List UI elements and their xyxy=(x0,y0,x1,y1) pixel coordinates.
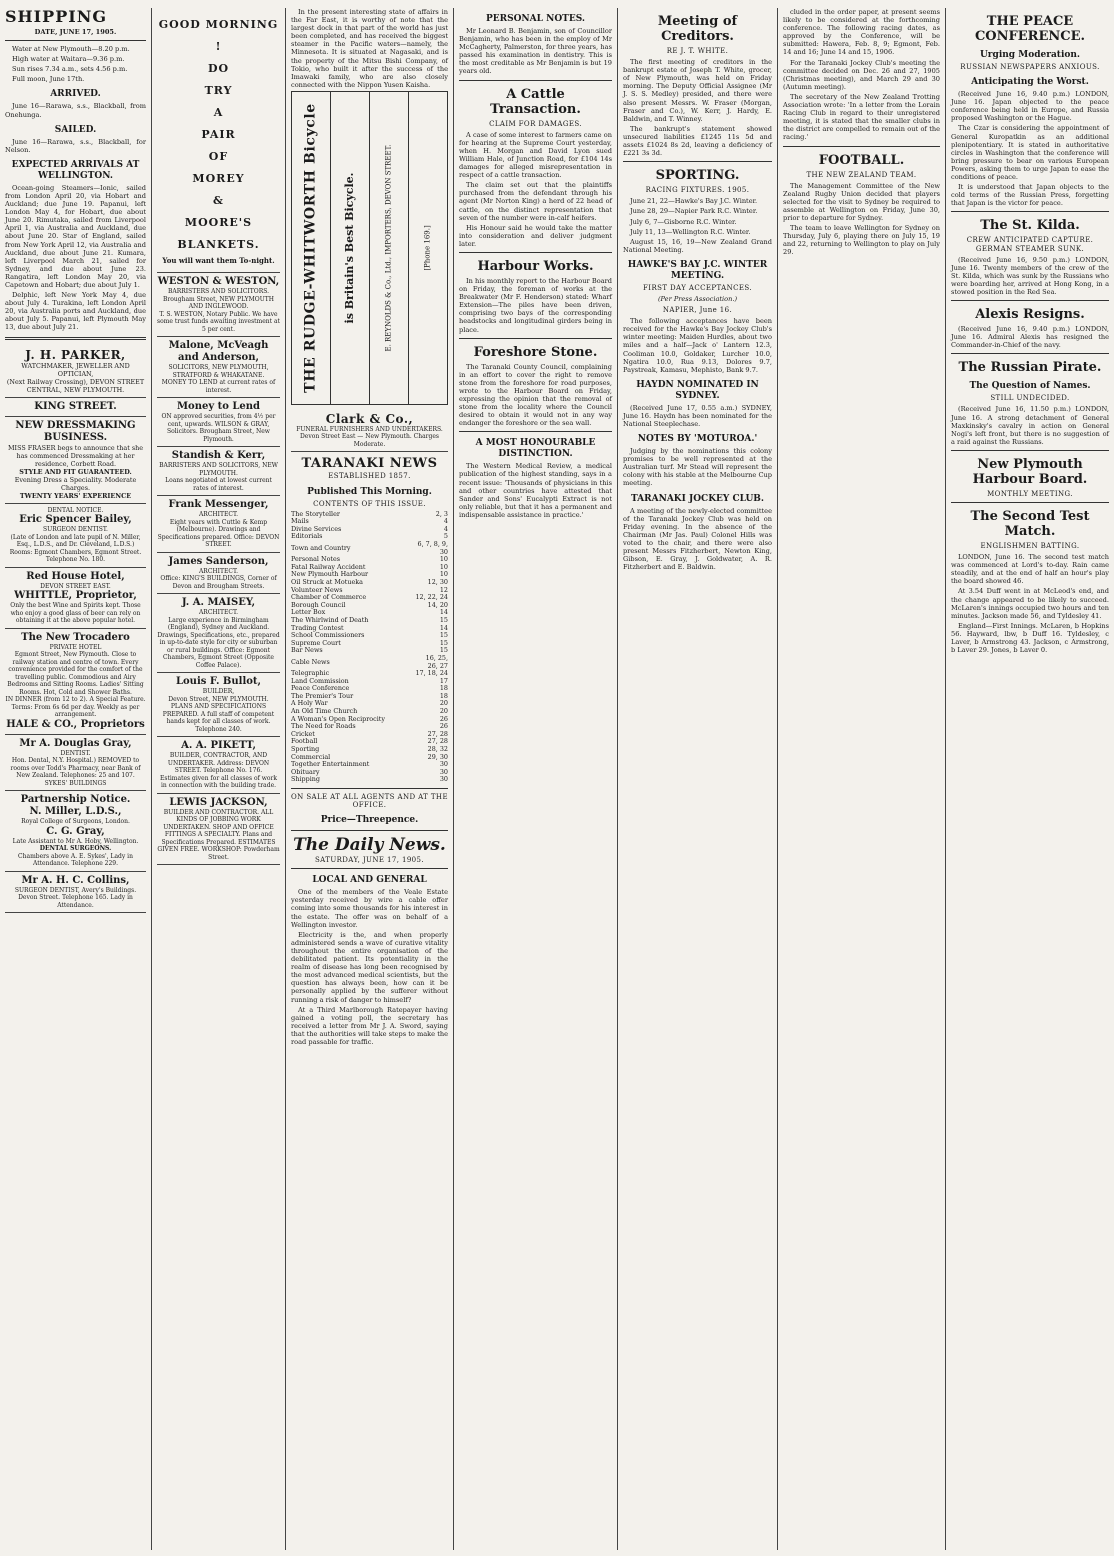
gray-text: Hon. Dental, N.Y. Hospital.) REMOVED to rooms over Todd's Pharmacy, near Bank of New Zealand. Telephones: 25 and 107. SYKES' BUILDINGS xyxy=(10,757,141,787)
standish-name: Standish & Kerr, xyxy=(171,450,266,461)
football-paragraph: The Management Committee of the New Zealand Rugby Union decided that players selected for the visit to Sydney be required to assemble at Wellington on Friday, June 30, prior to departure for Sydney. xyxy=(783,181,940,222)
contents-page: 30 xyxy=(439,775,448,784)
contents-page: 30 xyxy=(439,760,448,769)
malone-ad xyxy=(157,337,280,398)
tide-list xyxy=(5,45,146,83)
contents-page: 12 xyxy=(439,585,448,594)
contents-item: Town and Country xyxy=(291,543,351,552)
money-lend-line: MONEY TO LEND at current rates of interest. xyxy=(161,379,276,394)
malone-name: Malone, McVeagh and Anderson, xyxy=(168,340,269,363)
published-line: Published This Morning. xyxy=(307,486,432,497)
question-names-heading: The Question of Names. xyxy=(969,381,1091,392)
local-paragraph: Electricity is the, and when properly administered sends a wave of curative vitality throughout the entire organisation of the debilitated patient. Its potentiality in the realm of disease has long been recognised by the most advanced medical scientists, but the question has always been, how can it be personally applied by the sufferer without running a risk of danger to himself? xyxy=(291,930,448,1004)
contents-page: 17 xyxy=(439,676,448,685)
sanderson-text: Office: KING'S BUILDINGS, Corner of Devon and Brougham Streets. xyxy=(160,575,277,590)
distinction-heading: A MOST HONOURABLE DISTINCTION. xyxy=(475,438,596,460)
foreshore-text: The Taranaki County Council, complaining in an effort to cover the right to remove stone from the foreshore for road purposes, wrote to the Harbour Board on Friday, expressing the opinion that the removal of stone from the locality where the Council desired to obtain it would not in any way endanger the foreshore or the sea wall. xyxy=(459,362,612,428)
on-sale-line: ON SALE AT ALL AGENTS AND AT THE OFFICE. xyxy=(291,793,448,810)
collins-text: SURGEON DENTIST, Avery's Buildings. Devon Street. Telephone 165. Lady in Attendance. xyxy=(14,886,137,909)
still-undecided: STILL UNDECIDED. xyxy=(990,394,1070,403)
harbour-heading: Harbour Works. xyxy=(477,258,594,274)
dressmaking-extra: Evening Dress a Speciality. Moderate Charges. xyxy=(14,475,137,492)
anticipating-heading: Anticipating the Worst. xyxy=(971,77,1089,88)
maisey-name: J. A. MAISEY, xyxy=(181,597,256,608)
arrived-heading: ARRIVED. xyxy=(50,89,101,100)
contents-page: 16, 25, 26, 27 xyxy=(425,653,448,670)
contents-page: 5 xyxy=(443,532,448,541)
maisey-text: Large experience in Birmingham (England), Sydney and Auckland. Drawings, Specifications, etc., prepared in up-to-date style for city or suburban or rural buildings. Office: Egmont Chambers, Egmont Street (Opposite Coffee Palace). xyxy=(157,616,280,669)
messenger-title: ARCHITECT. xyxy=(198,511,239,518)
contents-item: A Holy War xyxy=(291,699,328,708)
money-heading: Money to Lend xyxy=(176,401,261,412)
contents-page: 20 xyxy=(439,707,448,716)
contents-item: Commercial xyxy=(291,752,331,761)
blankets-sub: You will want them To-night. xyxy=(162,256,275,265)
sanderson-name: James Sanderson, xyxy=(168,555,269,567)
urging-heading: Urging Moderation. xyxy=(979,50,1081,60)
contents-item: A Woman's Open Reciprocity xyxy=(291,714,385,723)
contents-heading: CONTENTS OF THIS ISSUE. xyxy=(313,499,426,508)
contents-page: 10 xyxy=(439,562,448,571)
tide-line: Sun rises 7.34 a.m., sets 4.56 p.m. xyxy=(12,65,128,74)
blankets-line: DO xyxy=(207,62,230,75)
contents-item: Trading Contest xyxy=(291,623,344,632)
contents-page: 4 xyxy=(443,517,448,526)
blankets-line: BLANKETS. xyxy=(177,238,260,251)
fixture-line: June 21, 22—Hawke's Bay J.C. Winter. xyxy=(630,197,758,206)
jockey-club-heading: TARANAKI JOCKEY CLUB. xyxy=(630,493,765,504)
contents-item: Shipping xyxy=(291,775,320,784)
contents-page: 15 xyxy=(439,631,448,640)
column-cable xyxy=(946,8,1114,1550)
blankets-ad xyxy=(157,8,280,273)
clark-ad xyxy=(291,409,448,453)
contents-page: 15 xyxy=(439,615,448,624)
red-house-address: DEVON STREET EAST. xyxy=(40,582,111,590)
sanderson-title: ARCHITECT. xyxy=(198,567,239,575)
blankets-line: A xyxy=(213,106,224,119)
contents-item: Sporting xyxy=(291,745,320,754)
contents-item: The Need for Roads xyxy=(291,722,356,731)
cattle-heading: A Cattle Transaction. xyxy=(490,86,581,117)
nz-team-heading: THE NEW ZEALAND TEAM. xyxy=(806,170,917,179)
gray2-name: C. G. Gray, xyxy=(46,825,105,837)
creditors-sub: RE J. T. WHITE. xyxy=(666,47,729,55)
partnership-heading: Partnership Notice. xyxy=(20,794,131,806)
haydn-text: (Received June 17, 0.55 a.m.) SYDNEY, June 16. Haydn has been nominated for the National Steeplechase. xyxy=(623,403,772,428)
arrived-text: June 16—Rarawa, s.s., Blackball, from Onehunga. xyxy=(5,102,146,119)
weston-name: WESTON & WESTON, xyxy=(157,276,280,287)
clark-name: Clark & Co., xyxy=(325,411,414,426)
contents-page: 29, 30 xyxy=(427,752,448,761)
peace-heading: THE PEACE CONFERENCE. xyxy=(974,14,1086,44)
hawkes-bay-heading: HAWKE'S BAY J.C. WINTER MEETING. xyxy=(627,259,768,281)
fixture-line: July 6, 7—Gisborne R.C. Winter. xyxy=(630,217,737,226)
dental-notice: DENTAL NOTICE. xyxy=(47,506,104,514)
bailey-rooms: Rooms: Egmont Chambers, Egmont Street. Telephone No. 180. xyxy=(9,548,142,564)
contents-item: School Commissioners xyxy=(291,631,365,640)
contents-item: Fatal Railway Accident xyxy=(291,562,366,571)
malone-text: SOLICITORS, NEW PLYMOUTH, STRATFORD & WHAKATANE. xyxy=(168,364,269,379)
moturoa-heading: NOTES BY 'MOTUROA.' xyxy=(637,434,758,445)
contents-item: Editorials xyxy=(291,532,323,541)
contents-item: Supreme Court xyxy=(291,638,341,647)
contents-page: 26 xyxy=(439,714,448,723)
contents-page: 27, 28 xyxy=(427,729,448,738)
contents-item: Obituary xyxy=(291,767,320,776)
blankets-line: GOOD MORNING ! xyxy=(158,18,279,53)
tide-line: Full moon, June 17th. xyxy=(12,75,85,84)
miller-text: Royal College of Surgeons, London. xyxy=(21,818,130,826)
jackson-ad xyxy=(157,794,280,866)
contents-page: 10 xyxy=(439,555,448,564)
contents-item: The Whirlwind of Death xyxy=(291,615,369,624)
contents-item: Cricket xyxy=(291,729,315,738)
trotting-text: The secretary of the New Zealand Trotting Association wrote: 'In a letter from the Lorain Racing Club in regard to their unregistered meeting, it is stated that the smaller clubs in the district are compelled to remain out of the racing.' xyxy=(783,92,940,142)
expected-arrivals-text-2: Delphic, left New York May 4, due about July 4. Turakina, left London April 20, via Australia ports and Auckland, due about July 5. Papanui, left Plymouth May 13, due about July 21. xyxy=(5,291,146,332)
parker-name: J. H. PARKER, xyxy=(25,347,126,362)
local-general-heading: LOCAL AND GENERAL xyxy=(312,875,427,886)
dressmaking-experience: TWENTY YEARS' EXPERIENCE xyxy=(19,491,132,500)
taranaki-meeting-text: For the Taranaki Jockey Club's meeting the committee decided on Dec. 26 and 27, 1905 (Christmas meeting), and March 29 and 30 (Autumn meeting). xyxy=(783,58,940,91)
dock-article: In the present interesting state of affairs in the Far East, it is worthy of note that the largest dock in that part of the world has just been completed, and has received the biggest steamer in the Pacific waters—namely, the Minnesota. It is situated at Nagasaki, and is the property of the Mitsu Bishi Company, of Tokio, who built it after the success of the Imawaki family, who are also closely connected with the Nippon Yusen Kaisha. xyxy=(291,8,448,89)
cattle-sub: CLAIM FOR DAMAGES. xyxy=(489,119,582,128)
bicycle-slogan: is Britain's Best Bicycle. xyxy=(343,172,356,324)
bicycle-importer: E. REYNOLDS & Co., Ltd., IMPORTERS, DEVON STREET. xyxy=(384,144,393,352)
contents-item: New Plymouth Harbour xyxy=(291,570,369,579)
test-text-2: At 3.54 Duff went in at McLeod's end, and the change appeared to be likely to succeed. McLaren's innings occupied two hours and ten minutes. Jackson made 56, and Tyldesley 41. xyxy=(951,587,1109,620)
contents-item: Telegraphic xyxy=(291,669,330,678)
football-paragraph: The team to leave Wellington for Sydney on Thursday, July 6, playing there on July 15, 19 and 22, returning to Wellington to play on July 29. xyxy=(783,224,940,257)
contents-table xyxy=(291,511,448,784)
contents-row xyxy=(291,655,448,670)
column-ads xyxy=(152,8,286,1550)
partnership-ad xyxy=(5,791,146,872)
contents-item: Divine Services xyxy=(291,524,342,533)
whittle-text: Only the best Wine and Spirits kept. Those who enjoy a good glass of beer can rely on obtaining it at the above popular hotel. xyxy=(10,602,141,625)
weston-ad xyxy=(157,273,280,337)
messenger-ad xyxy=(157,496,280,553)
test-text: LONDON, June 16. The second test match was commenced at Lord's to-day. Rain came steadily, and at the end of half an hour's play the board showed 46. xyxy=(951,553,1109,586)
standish-text: BARRISTERS AND SOLICITORS, NEW PLYMOUTH. xyxy=(159,462,278,477)
harbour-text: In his monthly report to the Harbour Board on Friday, the foreman of works at the Breakwater (Mr F. Henderson) stated: Wharf Extension—The piles have been driven, comprising two bays of the corresponding headstocks and longitudinal girders being in place. xyxy=(459,276,612,334)
contents-page: 27, 28 xyxy=(427,737,448,746)
gray-ad xyxy=(5,735,146,792)
column-shipping xyxy=(0,8,152,1550)
sporting-heading: SPORTING. xyxy=(655,168,740,184)
column-news xyxy=(454,8,618,1550)
gray-name: Mr A. Douglas Gray, xyxy=(19,737,132,749)
blankets-line: MOREY xyxy=(192,172,245,185)
creditors-paragraph: The bankrupt's statement showed unsecured liabilities £1245 11s 5d and assets £1024 8s 2d, leaving a deficiency of £221 3s 3d. xyxy=(623,124,772,158)
bailey-text: (Late of London and late pupil of N. Miller, Esq., L.D.S., and Dr. Cleveland, L.D.S.) xyxy=(10,533,141,549)
masthead-title: TARANAKI NEWS xyxy=(301,456,438,472)
pikett-name: A. A. PIKETT, xyxy=(181,740,256,751)
contents-item: Personal Notes xyxy=(291,555,341,564)
miller-name: N. Miller, L.D.S., xyxy=(29,806,122,818)
monthly-meeting: MONTHLY MEETING. xyxy=(987,489,1073,498)
contents-page: 6, 7, 8, 9, 30 xyxy=(417,540,448,556)
chambers-text: Chambers above A. E. Sykes', Lady in Attendance. Telephone 229. xyxy=(18,852,133,868)
distinction-text: The Western Medical Review, a medical publication of the highest standing, says in a recent issue: 'Thousands of physicians in this and other countries have attested that Sander and Sons' Eucalypti Extract is not only reliable, but that it has a permanent and indispensable assistance in practice.' xyxy=(459,462,612,519)
contents-page: 30 xyxy=(439,767,448,776)
dressmaking-text: MISS FRASER begs to announce that she has commenced Dressmaking at her residence, Corbett Road. xyxy=(8,443,143,468)
jockey-club-text: A meeting of the newly-elected committee of the Taranaki Jockey Club was held on Friday evening. In the absence of the Chairman (Mr Jas. Paul) Colonel Hills was voted to the chair, and there were also present Messrs Fitzherbert, Newton King, Gibson, E. Gray, J. Goldwater, A. R. Fitzherbert and E. Baldwin. xyxy=(623,506,772,572)
russian-pirate-heading: The Russian Pirate. xyxy=(958,360,1102,376)
trocadero-name: The New Trocadero xyxy=(21,631,130,643)
blankets-line: & xyxy=(213,194,224,207)
pikett-ad xyxy=(157,737,280,794)
contents-item: Volunteer News xyxy=(291,585,343,594)
contents-item: Mails xyxy=(291,517,309,526)
fixture-line: July 11, 13—Wellington R.C. Winter. xyxy=(630,227,751,236)
moturoa-text: Judging by the nominations this colony promises to be well represented at the Australian turf. Mr Stead will represent the colony with his stable at the Melbourne Cup meeting. xyxy=(623,447,772,488)
contents-page: 18 xyxy=(439,691,448,700)
creditors-heading: Meeting of Creditors. xyxy=(657,14,738,44)
russian-papers-heading: RUSSIAN NEWSPAPERS ANXIOUS. xyxy=(960,63,1100,71)
hawkes-bay-text: The following acceptances have been received for the Hawke's Bay Jockey Club's winter meeting: Maiden Hurdles, about two miles and a half—Jack o' Lantern 12.3, Cooliman 10.0, Goldaker, Lurcher 10.0, Ngatira 10.0, Rua 9.13, Dolores 9.7, Paystreak, Kamasu, Mephisto, Bank 9.7. xyxy=(623,317,772,374)
contents-page: 26 xyxy=(439,722,448,731)
contents-page: 18 xyxy=(439,684,448,693)
contents-row xyxy=(291,647,448,655)
contents-item: Chamber of Commerce xyxy=(291,593,367,602)
bicycle-phone: [Phone 169.] xyxy=(423,225,432,271)
peace-paragraph: (Received June 16, 9.40 p.m.) LONDON, June 16. Japan objected to the peace conference being held in Europe, and Russia proposed Washington or the Hague. xyxy=(951,90,1109,123)
trocadero-ad xyxy=(5,629,146,735)
bullot-title: BUILDER, xyxy=(202,688,235,695)
blankets-line: MOORE'S xyxy=(184,216,253,229)
bullot-name: Louis F. Bullot, xyxy=(175,676,262,687)
contents-item: Together Entertainment xyxy=(291,760,370,769)
peace-paragraph: It is understood that Japan objects to the cold terms of the Russian Press, forgetting that Japan is the victor for peace. xyxy=(951,183,1109,208)
cattle-paragraph: The claim set out that the plaintiffs purchased from the defendant through his agent (Mr Norton King) a herd of 22 head of cattle, on the distinct representation that seven of the number were in-calf heifers. xyxy=(459,181,612,222)
contents-row xyxy=(291,511,448,519)
bullot-text: Devon Street, NEW PLYMOUTH. PLANS AND SPECIFICATIONS PREPARED. A full staff of competent hands kept for all classes of work. Telephone 240. xyxy=(162,695,275,733)
trocadero-text: Egmont Street, New Plymouth. Close to railway station and centre of town. Every convenience provided for the comfort of the travelling public. Commodious and Airy Bedrooms and Sitting Rooms. Ladies' Sitting Rooms. Hot, Cold and Shower Baths. xyxy=(7,651,144,696)
bicycle-brand: THE RUDGE-WHITWORTH Bicycle xyxy=(302,103,319,393)
standish-extra: Loans negotiated at lowest current rates of interest. xyxy=(165,477,272,492)
messenger-text: Eight years with Cuttle & Kemp (Melbourne). Drawings and Specifications prepared. Office: DEVON STREET. xyxy=(157,518,280,548)
contents-page: 14 xyxy=(439,623,448,632)
hale-proprietors: HALE & CO., Proprietors xyxy=(6,718,145,730)
issue-date: SATURDAY, JUNE 17, 1905. xyxy=(314,856,425,865)
masthead-established: ESTABLISHED 1857. xyxy=(328,472,411,481)
cattle-paragraph: A case of some interest to farmers came on for hearing at the Supreme Court yesterday, when H. Morgan and David Lyon sued William Hale, of Junction Road, for £104 14s damages for alleged misrepresentation in respect of a cattle transaction. xyxy=(459,130,612,180)
gray2-text: Late Assistant to Mr A. Hoby, Wellington. xyxy=(12,837,139,845)
alexis-heading: Alexis Resigns. xyxy=(975,307,1085,323)
contents-item: The Storyteller xyxy=(291,509,340,518)
jackson-text: BUILDER AND CONTRACTOR. ALL KINDS OF JOBBING WORK UNDERTAKEN. SHOP AND OFFICE FITTINGS A SPECIALTY. Plans and Specifications Prepared. ESTIMATES GIVEN FREE. WORKSHOP: Powderham Street. xyxy=(157,808,280,861)
personal-heading: PERSONAL NOTES. xyxy=(485,14,586,24)
cattle-paragraph: His Honour said he would take the matter into consideration and deliver judgment later. xyxy=(459,223,612,248)
st-kilda-text: (Received June 16, 9.50 p.m.) LONDON, June 16. Twenty members of the crew of the St. Kilda, which was sunk by the Russians who were boarding her, arrived at Hong Kong, in a stowed position in the Red Sea. xyxy=(951,255,1109,296)
contents-item: Football xyxy=(291,737,318,746)
whittle-name: WHITTLE, Proprietor, xyxy=(14,590,137,602)
pirate-text: (Received June 16, 11.50 p.m.) LONDON, June 16. A strong detachment of General Maxkinsky's cavalry in action on General Nogi's left front, but there is no suggestion of a raid against the Russians. xyxy=(951,405,1109,446)
contents-page: 12, 30 xyxy=(427,577,448,586)
napier-dateline: NAPIER, June 16. xyxy=(662,306,733,315)
parker-ad xyxy=(5,345,146,398)
bicycle-ad xyxy=(291,91,448,405)
bailey-title: SURGEON DENTIST. xyxy=(43,526,108,534)
blankets-line: OF xyxy=(208,150,229,163)
contents-page: 20 xyxy=(439,699,448,708)
money-text: ON approved securities, from 4½ per cent, upwards. WILSON & GRAY, Solicitors. Brougham Street, New Plymouth. xyxy=(161,413,276,443)
contents-item: An Old Time Church xyxy=(291,707,358,716)
daily-news-title: The Daily News. xyxy=(293,835,446,856)
contents-item: Peace Conference xyxy=(291,684,350,693)
collins-ad xyxy=(5,872,146,914)
personal-text: Mr Leonard B. Benjamin, son of Councillor Benjamin, who has been in the employ of Mr McCagherty, Palmerston, for three years, has passed his examination in dentistry. This is the most creditable as Mr Benjamin is but 19 years old. xyxy=(459,27,612,76)
dental-surgeons: DENTAL SURGEONS. xyxy=(39,845,112,853)
expected-arrivals-text: Ocean-going Steamers—Ionic, sailed from London April 20, via Hobart and Auckland; due June 19. Papanui, left London May 4, for Hobart, due about June 20. Rimutaka, sailed from Liverpool April 1, via Australia and Auckland, due about June 20. Star of England, sailed from New York April 12, via Australia and Auckland, due about June 21. Kumara, left Liverpool March 21, sailed for Sydney, and due about June 23. Rangatira, left London May 20, via Capetown and Hobart; due about July 1. xyxy=(5,183,146,289)
jackson-name: LEWIS JACKSON, xyxy=(169,796,268,808)
contents-item: Bar News xyxy=(291,646,323,655)
trocadero-meals: IN DINNER (from 12 to 2). A Special Feature. Terms: From 6s 6d per day. Weekly as per arrangement. xyxy=(5,696,146,719)
first-day-heading: FIRST DAY ACCEPTANCES. xyxy=(643,283,752,292)
expected-arrivals-heading: EXPECTED ARRIVALS AT WELLINGTON. xyxy=(11,159,140,181)
tide-line: Water at New Plymouth—8.20 p.m. xyxy=(12,45,130,54)
haydn-heading: HAYDN NOMINATED IN SYDNEY. xyxy=(636,379,759,401)
king-street-label: KING STREET. xyxy=(34,400,117,412)
alexis-text: (Received June 16, 9.40 p.m.) LONDON, June 16. Admiral Alexis has resigned the Commander-in-Chief of the navy. xyxy=(951,325,1109,350)
maisey-ad xyxy=(157,594,280,673)
dressmaking-ad xyxy=(5,417,146,504)
bailey-name: Eric Spencer Bailey, xyxy=(19,514,132,526)
contents-page: 15 xyxy=(439,646,448,655)
englishmen-batting: ENGLISHMEN BATTING. xyxy=(980,542,1080,550)
contents-item: The Premier's Tour xyxy=(291,691,354,700)
contents-page: 28, 32 xyxy=(427,745,448,754)
fixture-line: June 28, 29—Napier Park R.C. Winter. xyxy=(630,207,758,216)
gray-title: DENTIST. xyxy=(60,749,91,757)
column-sporting xyxy=(618,8,778,1550)
parker-address: (Next Railway Crossing), DEVON STREET CENTRAL, NEW PLYMOUTH. xyxy=(6,377,145,394)
test-scores: England—First Innings. McLaren, b Hopkins 56. Hayward, lbw, b Duff 16. Tyldesley, c Laver, b Armstrong 43. Jackson, c Armstrong, b Laver 29. Jones, b Laver 0. xyxy=(951,621,1109,655)
maisey-title: ARCHITECT. xyxy=(198,609,239,616)
red-house-name: Red House Hotel, xyxy=(26,570,125,582)
sailed-text: June 16—Rarawa, s.s., Blackball, for Nelson. xyxy=(5,137,146,154)
contents-page: 17, 18, 24 xyxy=(415,669,448,678)
contents-item: Land Commission xyxy=(291,676,349,685)
contents-item: Letter Box xyxy=(291,608,326,617)
shipping-date: DATE, JUNE 17, 1905. xyxy=(34,28,117,36)
bullot-ad xyxy=(157,673,280,737)
contents-item: Borough Council xyxy=(291,600,346,609)
king-street-ad xyxy=(5,398,146,417)
local-paragraph: At a Third Marlborough Ratepayer having gained a voting poll, the secretary has received a letter from Mr J. A. Sword, saying that the authorities will take steps to make the road passable for traffic. xyxy=(291,1005,448,1046)
contents-item: Oil Struck at Motueka xyxy=(291,577,363,586)
foreshore-heading: Foreshore Stone. xyxy=(473,344,598,360)
peace-paragraph: The Czar is considering the appointment of General Kuropatkin as an additional plenipotentiary. It is stated in authoritative circles in Washington that the conference will bring pressure to bear on various European Powers, asking them to urge Japan to ease the conditions of peace. xyxy=(951,124,1109,182)
blankets-line: PAIR xyxy=(201,128,236,141)
blankets-line: TRY xyxy=(204,84,233,97)
st-kilda-heading: The St. Kilda. xyxy=(980,218,1080,234)
collins-name: Mr A. H. C. Collins, xyxy=(21,874,130,886)
fixture-line: August 15, 16, 19—New Zealand Grand National Meeting. xyxy=(623,237,772,254)
test-match-heading: The Second Test Match. xyxy=(970,509,1090,539)
contents-page: 10 xyxy=(439,570,448,579)
price-line: Price—Threepence. xyxy=(320,815,419,826)
money-ad xyxy=(157,398,280,447)
contents-page: 14, 20 xyxy=(427,600,448,609)
parker-trade: WATCHMAKER, JEWELLER AND OPTICIAN, xyxy=(21,361,130,378)
local-paragraph: One of the members of the Veale Estate yesterday received by wire a cable offer coming into some thousands for his interest in the estate. The offer was on behalf of a Wellington investor. xyxy=(291,888,448,929)
tide-line: High water at Waitara—9.36 p.m. xyxy=(12,55,125,64)
contents-item: Cable News xyxy=(291,657,330,666)
contents-page: 15 xyxy=(439,638,448,647)
dressmaking-style: STYLE AND FIT GUARANTEED. xyxy=(19,467,132,476)
st-kilda-sub: CREW ANTICIPATED CAPTURE. GERMAN STEAMER SUNK. xyxy=(966,236,1094,253)
weston-names: T. S. WESTON, Notary Public. We have some trust funds awaiting investment at 5 per cent. xyxy=(157,310,280,333)
clark-text: FUNERAL FURNISHERS AND UNDERTAKERS. Devon Street East — New Plymouth. Charges Moderate. xyxy=(296,425,443,448)
weston-text: BARRISTERS AND SOLICITORS. Brougham Street, NEW PLYMOUTH AND INGLEWOOD. xyxy=(162,288,274,310)
press-line: (Per Press Association.) xyxy=(657,294,738,303)
trocadero-sub: PRIVATE HOTEL xyxy=(49,643,102,651)
messenger-name: Frank Messenger, xyxy=(168,499,269,510)
standish-ad xyxy=(157,447,280,496)
column-racing xyxy=(778,8,946,1550)
red-house-ad xyxy=(5,568,146,629)
contents-page: 12, 22, 24 xyxy=(415,593,448,602)
contents-page: 2, 3 xyxy=(435,509,448,518)
creditors-paragraph: The first meeting of creditors in the bankrupt estate of Joseph T. White, grocer, of New Plymouth, was held on Friday morning. The Deputy Official Assignee (Mr J. S. S. Medley) presided, and there were also present Messrs. W. Fraser (Morgan, Fraser and Co.), W. Kerr, J. Hardy, E. Baldwin, and T. Winney. xyxy=(623,58,772,123)
football-heading: FOOTBALL. xyxy=(818,152,905,168)
pikett-extra: Estimates given for all classes of work in connection with the building trade. xyxy=(160,774,277,789)
shipping-heading: SHIPPING xyxy=(5,8,107,26)
dressmaking-heading: NEW DRESSMAKING BUSINESS. xyxy=(15,419,136,443)
contents-page: 4 xyxy=(443,524,448,533)
contents-row xyxy=(291,541,448,556)
sanderson-ad xyxy=(157,553,280,595)
racing-dates-text: cluded in the order paper, at present seems likely to be considered at the forthcoming conference. The following racing dates, as approved by the Conference, will be submitted: Hawera, Feb. 8, 9; Egmont, Feb. 14 and 16; June 14 and 15, 1906. xyxy=(783,8,940,57)
pikett-text: BUILDER, CONTRACTOR, AND UNDERTAKER. Address: DEVON STREET. Telephone No. 176. xyxy=(167,752,270,774)
harbour-board-heading: New Plymouth Harbour Board. xyxy=(972,456,1088,487)
sailed-heading: SAILED. xyxy=(54,124,97,135)
contents-row xyxy=(291,776,448,784)
racing-fixtures-heading: RACING FIXTURES. 1905. xyxy=(645,186,750,195)
column-masthead xyxy=(286,8,454,1550)
contents-page: 14 xyxy=(439,608,448,617)
bailey-ad xyxy=(5,504,146,568)
